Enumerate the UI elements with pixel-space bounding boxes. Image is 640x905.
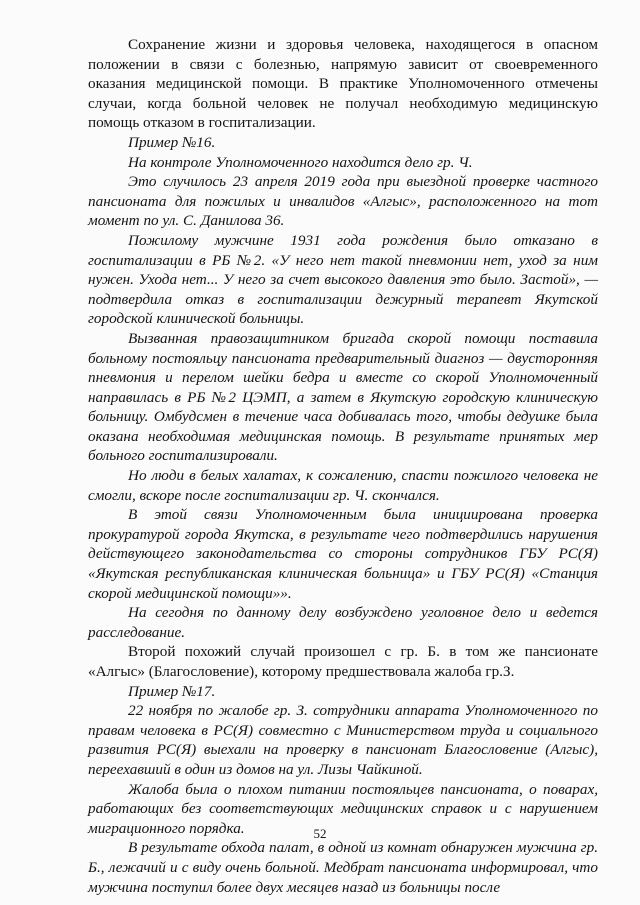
paragraph: В этой связи Уполномоченным была инициирована проверка прокуратурой города Якутска, в результате чего подтвердились нарушения действующего законодательства со стороны сотрудников ГБУ РС(Я) «Якутская республиканская клиническая больница» и ГБУ РС(Я) «Станция скорой медицинской помощи»». [88, 506, 598, 602]
paragraph: Сохранение жизни и здоровья человека, находящегося в опасном положении в связи с болезнью, напрямую зависит от своевременного оказания медицинской помощи. В практике Уполномоченного отмечены случаи, когда больной человек не получал необходимую медицинскую помощь отказом в госпитализации. [88, 36, 598, 132]
paragraph: На контроле Уполномоченного находится дело гр. Ч. [128, 153, 473, 171]
document-body [88, 35, 598, 897]
paragraph: Второй похожий случай произошел с гр. Б. в том же пансионате «Алгыс» (Благословение), которому предшествовала жалоба гр.З. [88, 643, 598, 680]
paragraph: 22 ноября по жалобе гр. З. сотрудники аппарата Уполномоченного по правам человека в РС(Я) совместно с Министерством труда и социального развития РС(Я) выехали на проверку в пансионат Благословение (Алгыс), переехавший в один из домов на ул. Лизы Чайкиной. [88, 702, 598, 778]
page-number: 52 [313, 826, 327, 841]
example-heading: Пример №16. [128, 133, 216, 151]
paragraph: В результате обхода палат, в одной из комнат обнаружен мужчина гр. Б., лежачий и с виду очень больной. Медбрат пансионата информировал, что мужчина поступил более двух месяцев назад из больницы после [88, 839, 598, 896]
paragraph: Это случилось 23 апреля 2019 года при выездной проверке частного пансионата для пожилых и инвалидов «Алгыс», расположенного на тот момент по ул. С. Данилова 36. [88, 173, 598, 230]
paragraph: Но люди в белых халатах, к сожалению, спасти пожилого человека не смогли, вскоре после госпитализации гр. Ч. скончался. [88, 467, 598, 504]
example-heading: Пример №17. [128, 682, 216, 700]
paragraph: Пожилому мужчине 1931 года рождения было отказано в госпитализации в РБ №2. «У него нет такой пневмонии нет, уход за ним нужен. Ухода нет... У него за счет высокого давления это было. Застой», — подтвердила отказ в госпитализации дежурный терапевт Якутской городской клинической больницы. [88, 231, 598, 328]
paragraph: На сегодня по данному делу возбуждено уголовное дело и ведется расследование. [88, 604, 598, 641]
paragraph: Вызванная правозащитником бригада скорой помощи поставила больному постояльцу пансионата предварительный диагноз — двусторонняя пневмония и перелом шейки бедра и вместе со скорой Уполномоченный направилась в РБ №2 ЦЭМП, а затем в Якутскую городскую клиническую больницу. Омбудсмен в течение часа добивалась того, чтобы дедушке была оказана необходимая медицинская помощь. В результате принятых мер больного госпитализировали. [88, 329, 598, 465]
paragraph: Жалоба была о плохом питании постояльцев пансионата, о поварах, работающих без соответствующих медицинских справок и с нарушением миграционного порядка. [88, 780, 598, 837]
